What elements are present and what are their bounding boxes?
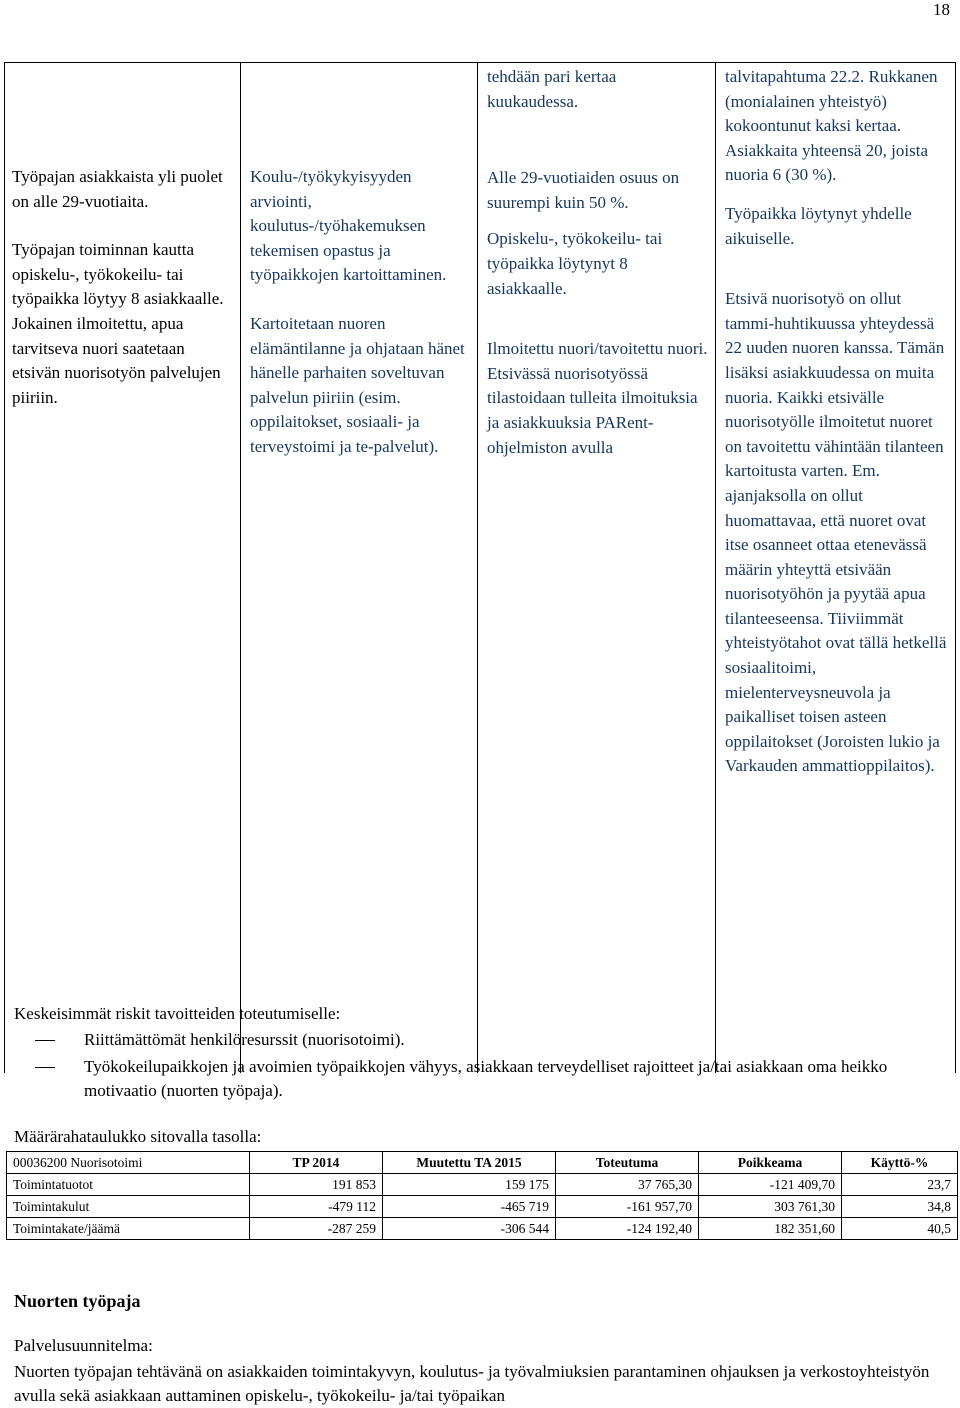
table-cell: 34,8 <box>842 1196 958 1218</box>
col4-paragraph-1: Asiakkaita yhteensä 20, joista nuoria 6 (30 %). <box>725 140 929 185</box>
col1-paragraph-1: Työpajan asiakkaista yli puolet on alle 29-vuotiaita. <box>12 167 223 211</box>
table-cell: 191 853 <box>250 1174 383 1196</box>
table-cell: -121 409,70 <box>699 1174 842 1196</box>
budget-header-cell: Muutettu TA 2015 <box>383 1152 556 1174</box>
dash-icon <box>35 1067 55 1068</box>
col3-paragraph-3: Ilmoitettu nuori/tavoitettu nuori. Etsivässä nuorisotyössä tilastoidaan tulleita ilmoituksia ja asiakkuuksia PARent-ohjelmiston avulla <box>487 339 708 457</box>
service-plan-label: Palvelusuunnitelma: <box>14 1336 153 1355</box>
dash-icon <box>35 1040 55 1041</box>
col4-paragraph-0: talvitapahtuma 22.2. Rukkanen (monialainen yhteistyö) kokoontunut kaksi kertaa. <box>725 67 938 136</box>
table-cell: Toimintakate/jäämä <box>7 1218 250 1240</box>
table-cell: -306 544 <box>383 1218 556 1240</box>
col3-paragraph-0: tehdään pari kertaa kuukaudessa. <box>487 67 617 111</box>
col2-paragraph-2: Kartoitetaan nuoren elämäntilanne ja ohjataan hänet hänelle parhaiten soveltuvan palvelun piiriin (esim. oppilaitokset, sosiaali- ja terveystoimi ja te-palvelut). <box>250 313 465 456</box>
col1-text <box>12 165 234 410</box>
col4-paragraph-2: Työpaikka löytynyt yhdelle aikuiselle. <box>725 203 912 248</box>
budget-header-cell: Poikkeama <box>699 1152 842 1174</box>
table-cell: -161 957,70 <box>556 1196 699 1218</box>
budget-header-cell: TP 2014 <box>250 1152 383 1174</box>
budget-header-row <box>7 1152 958 1174</box>
table-row <box>7 1174 958 1196</box>
service-plan-text: Nuorten työpajan tehtävänä on asiakkaiden toimintakyvyn, koulutus- ja työvalmiuksien parantaminen ohjauksen ja verkostoyhteistyön avulla sekä asiakkaan auttaminen opiskelu-, työkokeilu- ja/tai työpaikan <box>14 1362 930 1405</box>
table-row <box>7 1218 958 1240</box>
col3-text <box>487 65 709 460</box>
table-cell: 23,7 <box>842 1174 958 1196</box>
table-cell: 40,5 <box>842 1218 958 1240</box>
table-cell: 159 175 <box>383 1174 556 1196</box>
table-cell: -287 259 <box>250 1218 383 1240</box>
table-cell: Toimintatuotot <box>7 1174 250 1196</box>
col4-text <box>725 65 951 779</box>
table-cell: 37 765,30 <box>556 1174 699 1196</box>
section-title: Nuorten työpaja <box>14 1291 141 1311</box>
risks-title: Keskeisimmät riskit tavoitteiden toteutumiselle: <box>14 1004 341 1023</box>
budget-table <box>6 1151 958 1240</box>
table-cell: -479 112 <box>250 1196 383 1218</box>
col3-paragraph-1: Alle 29-vuotiaiden osuus on suurempi kuin 50 %. <box>487 168 680 212</box>
risk-item-2-text: Työkokeilupaikkojen ja avoimien työpaikkojen vähyys, asiakkaan terveydelliset rajoitteet ja/tai asiakkaan oma heikko motivaatio (nuorten työpaja). <box>84 1057 888 1100</box>
goals-table <box>4 62 956 1073</box>
page-number: 18 <box>933 0 950 19</box>
risk-item-1-text: Riittämättömät henkilöresurssit (nuorisotoimi). <box>84 1030 405 1049</box>
table-row <box>7 1196 958 1218</box>
table-cell: 182 351,60 <box>699 1218 842 1240</box>
col1-paragraph-3: Jokainen ilmoitettu, apua tarvitseva nuori saatetaan etsivän nuorisotyön palvelujen piiriin. <box>12 313 221 407</box>
budget-label: Määrärahataulukko sitovalla tasolla: <box>14 1127 262 1146</box>
table-cell: -465 719 <box>383 1196 556 1218</box>
budget-header-cell: 00036200 Nuorisotoimi <box>7 1152 250 1174</box>
col4-paragraph-3: Etsivä nuorisotyö on ollut tammi-huhtikuussa yhteydessä 22 uuden nuoren kanssa. Tämän lisäksi asiakkuudessa on muita nuoria. Kaikki etsivälle nuorisotyölle ilmoitetut nuoret on tavoitettu vähintään tilanteen kartoitusta varten. Em. ajanjaksolla on ollut huomattavaa, että nuoret ovat itse osanneet ottaa etenevässä määrin yhteyttä etsivään nuorisotyöhön ja pyytää apua tilanteeseensa. Tiiviimmät yhteistyötahot ovat tällä hetkellä sosiaalitoimi, mielenterveysneuvola ja paikalliset toisen asteen oppilaitokset (Joroisten lukio ja Varkauden ammattioppilaitos). <box>725 289 947 776</box>
budget-header-cell: Käyttö-% <box>842 1152 958 1174</box>
col2-text <box>250 165 472 460</box>
col1-paragraph-2: Työpajan toiminnan kautta opiskelu-, työkokeilu- tai työpaikka löytyy 8 asiakkaalle. <box>12 240 224 309</box>
table-cell: Toimintakulut <box>7 1196 250 1218</box>
table-cell: -124 192,40 <box>556 1218 699 1240</box>
col2-paragraph-1: Koulu-/työkykyisyyden arviointi, koulutus-/työhakemuksen tekemisen opastus ja työpaikkojen kartoittaminen. <box>250 167 447 285</box>
budget-header-cell: Toteutuma <box>556 1152 699 1174</box>
table-cell: 303 761,30 <box>699 1196 842 1218</box>
col3-paragraph-2: Opiskelu-, työkokeilu- tai työpaikka löytynyt 8 asiakkaalle. <box>487 229 663 298</box>
